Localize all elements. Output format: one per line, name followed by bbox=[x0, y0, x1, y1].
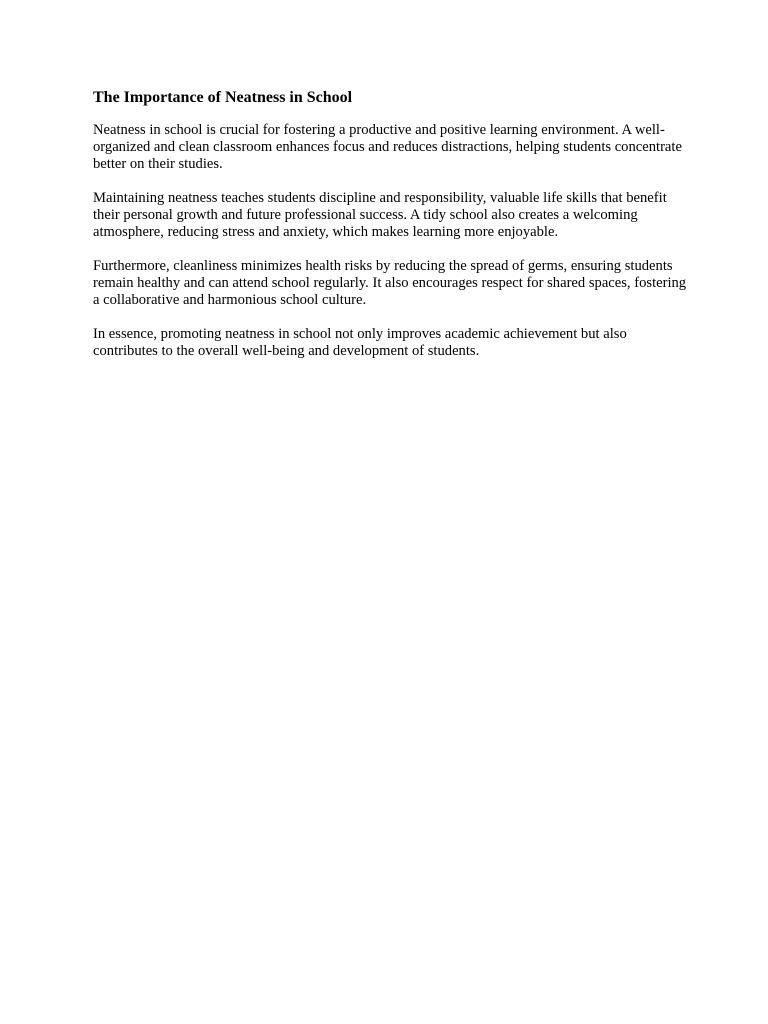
document-title: The Importance of Neatness in School bbox=[93, 89, 353, 106]
paragraph-discipline: Maintaining neatness teaches students discipline and responsibility, valuable life skills that benefit their personal growth and future professional success. A tidy school also creates a welcoming atmosphere, reducing stress and anxiety, which makes learning more enjoyable. bbox=[93, 190, 667, 240]
paragraph-health: Furthermore, cleanliness minimizes health risks by reducing the spread of germs, ensuring students remain healthy and can attend school regularly. It also encourages respect for shared spaces, fostering a collaborative and harmonious school culture. bbox=[93, 258, 687, 308]
paragraph-intro: Neatness in school is crucial for fostering a productive and positive learning environment. A well-organized and clean classroom enhances focus and reduces distractions, helping students concentrate better on their studies. bbox=[93, 122, 682, 172]
paragraph-conclusion: In essence, promoting neatness in school not only improves academic achievement but also contributes to the overall well-being and development of students. bbox=[93, 326, 627, 359]
document-page bbox=[93, 88, 688, 377]
